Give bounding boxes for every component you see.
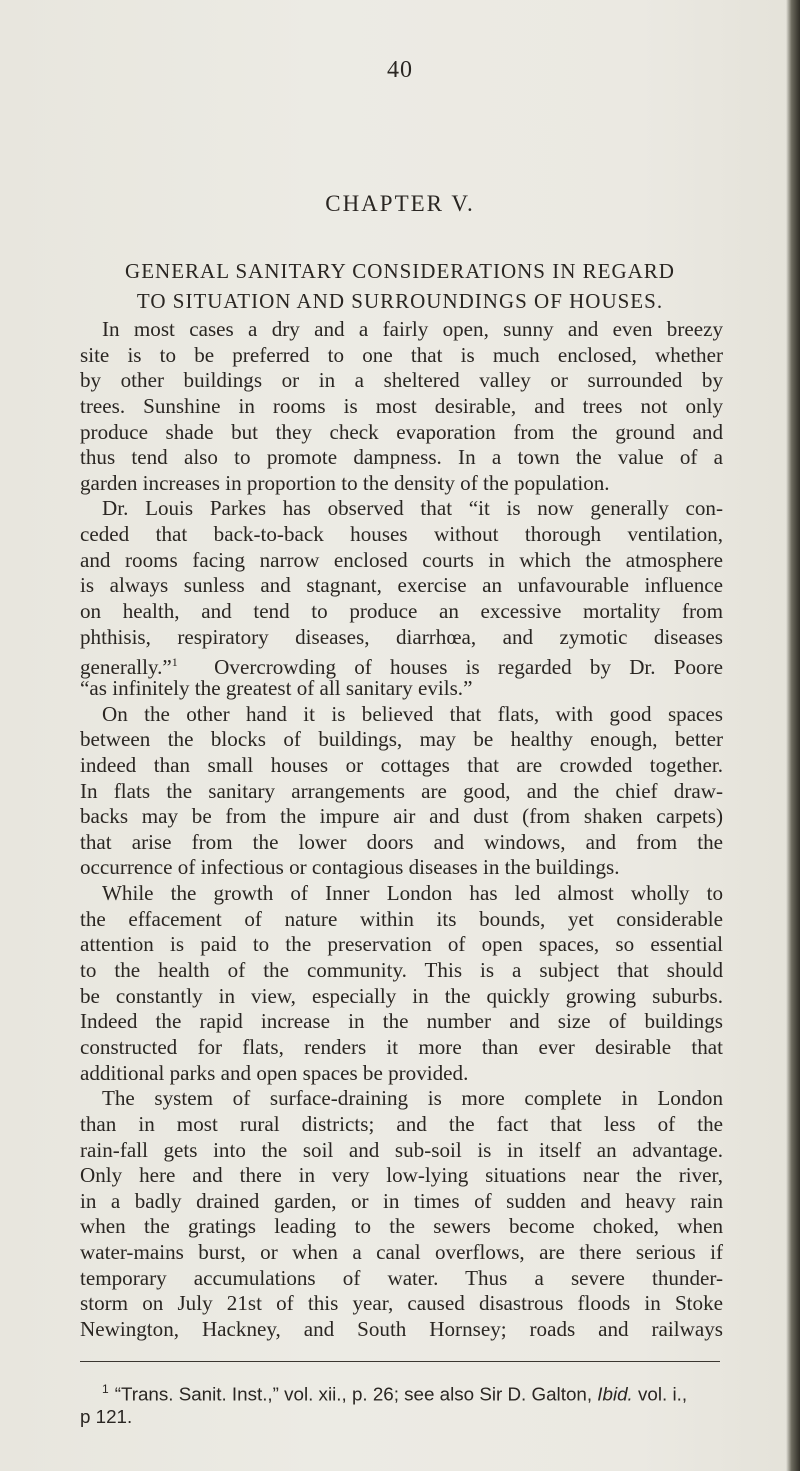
text-line: is always sunless and stagnant, exercise an unfavourable influence: [80, 573, 723, 598]
text-line: backs may be from the impure air and dust (from shaken carpets): [80, 804, 723, 829]
chapter-title-line: GENERAL SANITARY CONSIDERATIONS IN REGARD: [125, 259, 675, 283]
text-line: temporary accumulations of water. Thus a severe thunder-: [80, 1265, 723, 1290]
text-line: rain-fall gets into the soil and sub-soil is in itself an advantage.: [80, 1137, 723, 1162]
text-line: In flats the sanitary arrangements are good, and the chief draw-: [80, 778, 723, 803]
text-line: The system of surface-draining is more complete in London: [102, 1086, 723, 1111]
footnote-text-end: vol. i.,: [632, 1383, 688, 1405]
footnote-reference: 1: [171, 655, 178, 670]
page-number: 40: [387, 57, 413, 83]
footnote-text: “Trans. Sanit. Inst.,” vol. xii., p. 26; see also Sir D. Galton,: [114, 1383, 598, 1405]
text-line: produce shade but they check evaporation from the ground and: [80, 419, 723, 444]
text-line: Indeed the rapid increase in the number and size of buildings: [80, 1009, 723, 1034]
text-line: water-mains burst, or when a canal overflows, are there serious if: [80, 1240, 723, 1265]
text-line: be constantly in view, especially in the quickly growing suburbs.: [80, 983, 723, 1008]
footnote-line: [80, 1378, 720, 1405]
footnote-mark: 1: [102, 1382, 109, 1396]
text-line: “as infinitely the greatest of all sanitary evils.”: [80, 675, 473, 700]
footnote: [80, 1378, 720, 1428]
text-line: when the gratings leading to the sewers become choked, when: [80, 1214, 723, 1239]
text-line: While the growth of Inner London has led almost wholly to: [102, 881, 723, 906]
text-line: on health, and tend to produce an excessive mortality from: [80, 599, 723, 624]
page-edge-shadow: [786, 0, 800, 1471]
body-text: [80, 317, 723, 1343]
text-line: attention is paid to the preservation of open spaces, so essential: [80, 932, 723, 957]
text-line: to the health of the community. This is a subject that should: [80, 958, 723, 983]
text-line: Newington, Hackney, and South Hornsey; roads and railways: [80, 1316, 723, 1341]
text-line: that arise from the lower doors and windows, and from the: [80, 829, 723, 854]
text-line: garden increases in proportion to the density of the population.: [80, 470, 610, 495]
chapter-heading: CHAPTER V.: [325, 191, 475, 216]
text-line: by other buildings or in a sheltered valley or surrounded by: [80, 368, 723, 393]
text-line: In most cases a dry and a fairly open, sunny and even breezy: [102, 317, 723, 341]
text-line: On the other hand it is believed that flats, with good spaces: [102, 701, 723, 726]
text-line: constructed for flats, renders it more than ever desirable that: [80, 1034, 723, 1059]
text-line: storm on July 21st of this year, caused disastrous floods in Stoke: [80, 1291, 723, 1316]
text-line-start: generally.”: [80, 655, 172, 680]
text-line: site is to be preferred to one that is much enclosed, whether: [80, 342, 723, 367]
text-line: in a badly drained garden, or in times of sudden and heavy rain: [80, 1188, 723, 1213]
text-line: phthisis, respiratory diseases, diarrhœa, and zymotic diseases: [80, 624, 723, 649]
footnote-line: p 121.: [80, 1406, 133, 1428]
text-line: and rooms facing narrow enclosed courts in which the atmosphere: [80, 547, 723, 572]
text-line: trees. Sunshine in rooms is most desirable, and trees not only: [80, 393, 723, 418]
text-line: the effacement of nature within its bounds, yet considerable: [80, 906, 723, 931]
text-line: occurrence of infectious or contagious diseases in the buildings.: [80, 855, 620, 880]
footnote-divider: [80, 1361, 720, 1362]
text-line: than in most rural districts; and the fact that less of the: [80, 1111, 723, 1136]
text-line: thus tend also to promote dampness. In a town the value of a: [80, 445, 723, 470]
chapter-title: [50, 256, 750, 316]
text-line: between the blocks of buildings, may be healthy enough, better: [80, 727, 723, 752]
text-line: [80, 650, 723, 680]
text-line: additional parks and open spaces be provided.: [80, 1060, 469, 1085]
text-line: Dr. Louis Parkes has observed that “it is now generally con-: [102, 496, 723, 521]
text-line-end: Overcrowding of houses is regarded by Dr. Poore: [214, 655, 723, 680]
text-line: ceded that back-to-back houses without thorough ventilation,: [80, 522, 723, 547]
footnote-ibid: Ibid.: [597, 1383, 633, 1405]
text-line: indeed than small houses or cottages that are crowded together.: [80, 752, 723, 777]
chapter-title-line: TO SITUATION AND SURROUNDINGS OF HOUSES.: [136, 289, 664, 313]
text-line: Only here and there in very low-lying situations near the river,: [80, 1163, 723, 1188]
